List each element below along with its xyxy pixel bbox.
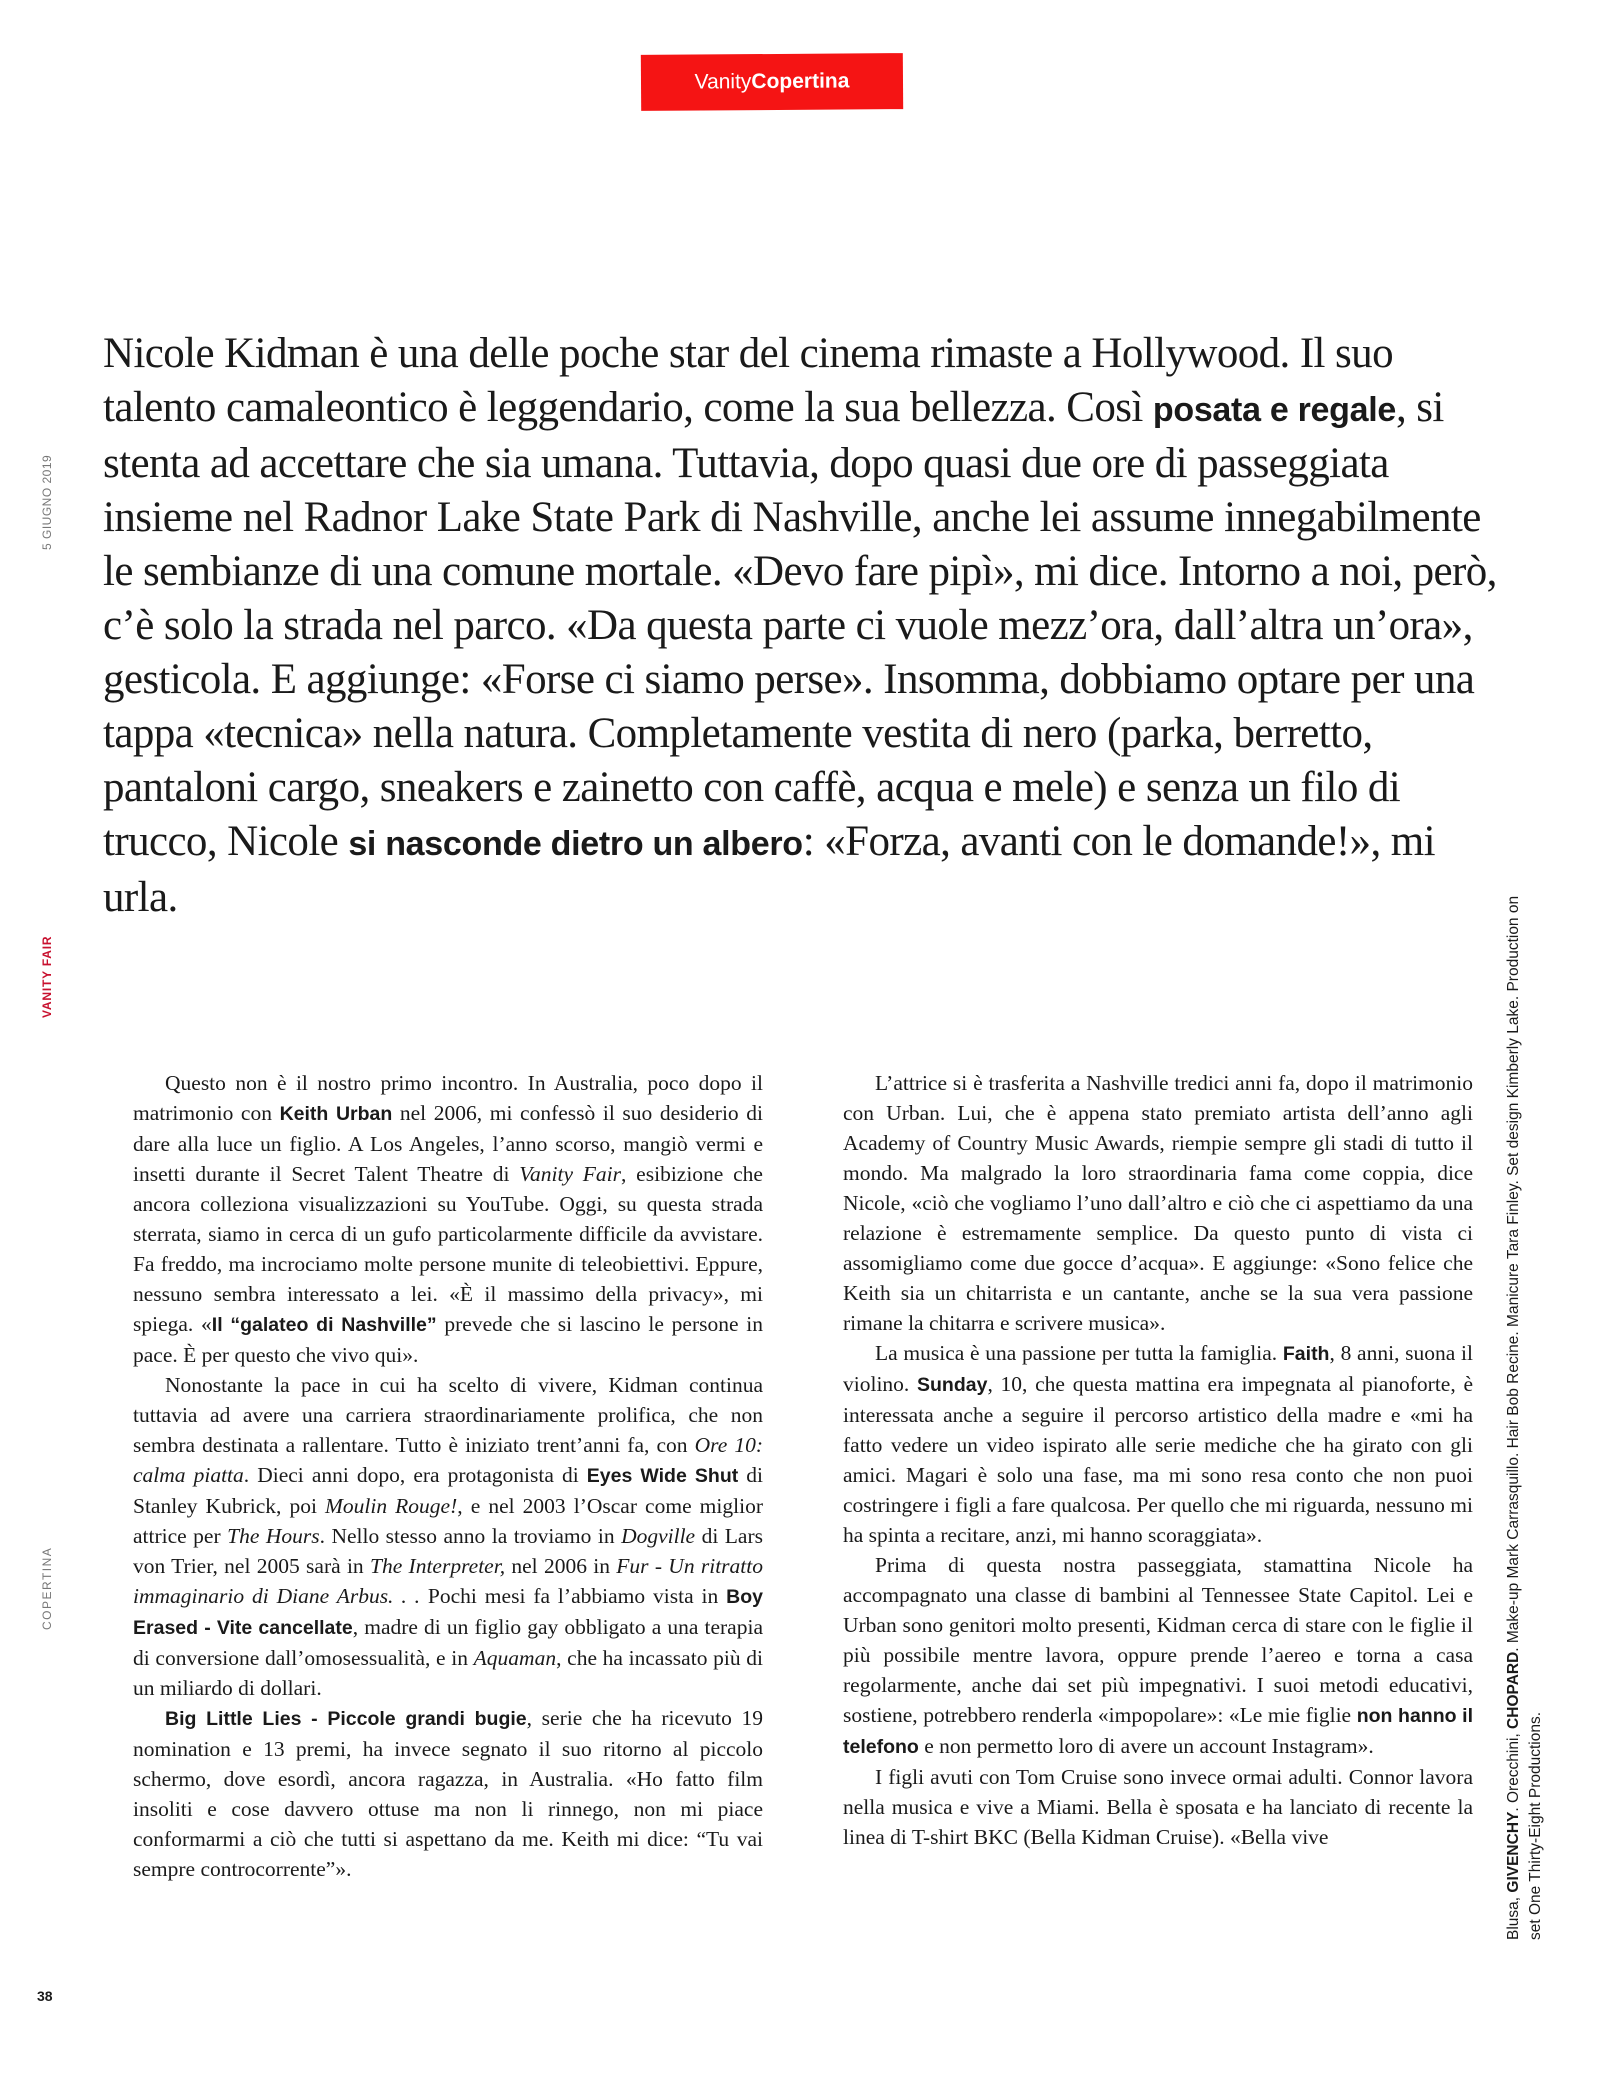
body-text: di Stanley Kubrick, poi [133, 1463, 763, 1518]
article-paragraph [843, 1068, 1473, 1338]
body-text: di Lars von Trier, nel 2005 sarà in [133, 1524, 763, 1578]
body-text: Questo non è il nostro primo incontro. In Australia, poco dopo il matrimonio con [133, 1071, 763, 1125]
article-body [133, 1068, 1473, 1884]
body-text: , e nel 2003 l’Oscar come miglior attrice per [133, 1494, 763, 1548]
body-text: Pochi mesi fa l’abbiamo vista in [420, 1584, 727, 1608]
emphasis-text: Boy Erased - Vite cancellate [133, 1586, 763, 1639]
emphasis-text: Faith [1282, 1343, 1330, 1365]
badge-brand-text: Vanity [694, 70, 752, 94]
emphasis-text: Il “galateo di Nashville” [211, 1314, 437, 1336]
body-text: , 8 anni, suona il violino. [843, 1341, 1473, 1396]
emphasis-text: non hanno il telefono [843, 1705, 1473, 1758]
issue-date: 5 GIUGNO 2019 [40, 454, 54, 550]
section-badge [641, 53, 903, 111]
title-text: The Interpreter, [370, 1554, 506, 1578]
body-text: I figli avuti con Tom Cruise sono invece ormai adulti. Connor lavora nella musica e vive a Miami. Bella è sposata e ha lanciato di recente la linea di T-shirt BKC (Bella Kidman Cruise). «Bella vive [843, 1765, 1473, 1849]
body-text: . Make-up Mark Carrasquillo. Hair Bob Recine. Manicure Tara Finley. Set design Kimberly Lake. Production on set One Thirty-Eight Productions. [1505, 895, 1544, 1940]
article-paragraph [843, 1762, 1473, 1852]
badge-section-text: Copertina [751, 69, 850, 94]
body-text: , che ha incassato più di un miliardo di dollari. [133, 1646, 764, 1700]
body-text: nel 2006 in [505, 1554, 617, 1578]
emphasis-text: posata e regale [1152, 391, 1396, 429]
body-text: La musica è una passione per tutta la famiglia. [875, 1341, 1283, 1365]
emphasis-text: Sunday [917, 1374, 988, 1396]
intro-paragraph [103, 327, 1503, 925]
photo-credits [1503, 880, 1547, 1940]
body-text: Blusa, [1505, 1892, 1522, 1940]
title-text: Aquaman [473, 1646, 557, 1670]
title-text: The Hours [227, 1524, 320, 1548]
emphasis-text: si nasconde dietro un albero [348, 825, 803, 863]
article-paragraph [133, 1703, 763, 1884]
body-text: , serie che ha ricevuto 19 nomination e 13 premi, ha invece segnato il suo ritorno al piccolo schermo, dove esordì, ancora ragazza, in Australia. «Ho fatto film insoliti e cose davvero ottuse ma non li rinnego, non mi piace conformarmi a ciò che tutti si aspettano da me. Keith mi dice: “Tu vai sempre controcorrente”». [133, 1706, 764, 1881]
body-text: : «Forza, avanti con le domande!», mi urla. [103, 818, 1435, 921]
title-text: Dogville [621, 1524, 696, 1548]
body-text: , si stenta ad accettare che sia umana. Tuttavia, dopo quasi due ore di passeggiata insieme nel Radnor Lake State Park di Nashville, anche lei assume innegabilmente le sembianze di una comune mortale. «Devo fare pipì», mi dice. Intorno a noi, però, c’è solo la strada nel parco. «Da questa parte ci vuole mezz’ora, dall’altra un’ora», gesticola. E aggiunge: «Forse ci siamo perse». Insomma, dobbiamo optare per una tappa «tecnica» nella natura. Completamente vestita di nero (parka, berretto, pantaloni cargo, sneakers e zainetto con caffè, acqua e mele) e senza un filo di trucco, Nicole [103, 384, 1497, 865]
body-text: . Orecchini, [1505, 1728, 1522, 1812]
body-text: . Nello stesso anno la troviamo in [319, 1524, 622, 1548]
title-text: Moulin Rouge! [325, 1494, 458, 1518]
body-text: Nonostante la pace in cui ha scelto di vivere, Kidman continua tuttavia ad avere una carriera straordinariamente prolifica, che non sembra destinata a rallentare. Tutto è iniziato trent’anni fa, con [133, 1373, 763, 1457]
section-label: COPERTINA [40, 1546, 54, 1630]
body-text: Nicole Kidman è una delle poche star del cinema rimaste a Hollywood. Il suo talento camaleontico è leggendario, come la sua bellezza. Così [103, 330, 1393, 431]
body-text: L’attrice si è trasferita a Nashville tredici anni fa, dopo il matrimonio con Urban. Lui, che è appena stato premiato artista dell’anno agli Academy of Country Music Awards, riempie sempre gli stadi di tutto il mondo. Ma malgrado la loro straordinaria fama come coppia, dice Nicole, «ciò che vogliamo l’uno dall’altro e ciò che ci aspettiamo da una relazione è estremamente semplice. Da questo punto di vista ci assomigliamo come due gocce d’acqua». E aggiunge: «Sono felice che Keith sia un chitarrista e un cantante, anche se la sua vera passione rimane la chitarra e scrivere musica». [843, 1071, 1473, 1335]
brand-text: GIVENCHY [1505, 1811, 1522, 1893]
emphasis-text: Keith Urban [279, 1103, 393, 1125]
title-text: Ore 10: calma piatta [133, 1433, 763, 1487]
body-text: , 10, che questa mattina era impegnata al pianoforte, è interessata anche a seguire il percorso artistico della madre e «mi ha fatto vedere un video ispirato alle serie mediche che ha girato con gli amici. Magari è solo una fase, ma mi sono resa conto che non puoi costringere i figli a fare qualcosa. Per quello che mi riguarda, nessuno mi ha spinta a recitare, anzi, mi hanno scoraggiata». [843, 1372, 1473, 1547]
body-text: . Dieci anni dopo, era protagonista di [243, 1463, 587, 1487]
body-text: , esibizione che ancora colleziona visualizzazioni su YouTube. Oggi, su questa strada sterrata, siamo in cerca di un gufo particolarmente difficile da avvistare. Fa freddo, ma incrociamo molte persone munite di teleobiettivi. Eppure, nessuno sembra interessato a lei. «È il massimo della privacy», mi spiega. « [133, 1162, 763, 1336]
body-text: e non permetto loro di avere un account Instagram». [918, 1734, 1374, 1758]
body-text: nel 2006, mi confessò il suo desiderio di dare alla luce un figlio. A Los Angeles, l’anno scorso, mangiò vermi e insetti durante il Secret Talent Theatre di [133, 1101, 763, 1186]
article-paragraph [843, 1338, 1473, 1550]
body-text: prevede che si lascino le persone in pace. È per questo che vivo qui». [133, 1312, 763, 1367]
magazine-name: VANITY FAIR [40, 935, 54, 1018]
article-paragraph [843, 1550, 1473, 1762]
emphasis-text: Eyes Wide Shut [586, 1465, 739, 1487]
emphasis-text: Big Little Lies - Piccole grandi bugie [165, 1708, 527, 1730]
article-paragraph [133, 1068, 763, 1370]
article-column-right [843, 1068, 1473, 1884]
article-paragraph [133, 1370, 763, 1703]
body-text: , madre di un figlio gay obbligato a una terapia di conversione dall’omosessualità, e in [133, 1615, 763, 1670]
page-number: 38 [37, 1988, 53, 2004]
title-text: Vanity Fair [519, 1162, 622, 1186]
article-column-left [133, 1068, 763, 1884]
brand-text: CHOPARD [1505, 1651, 1522, 1729]
title-text: Fur - Un ritratto immaginario di Diane Arbus. . . [133, 1554, 763, 1608]
body-text: Prima di questa nostra passeggiata, stamattina Nicole ha accompagnato una classe di bambini al Tennessee State Capitol. Lei e Urban sono genitori molto presenti, Kidman cerca di stare con le figlie il più possibile mentre lavora, oppure prende l’aereo e torna a casa regolarmente, anche dai set più impegnativi. I suoi metodi educativi, sostiene, potrebbero renderla «impopolare»: «Le mie figlie [843, 1553, 1473, 1727]
